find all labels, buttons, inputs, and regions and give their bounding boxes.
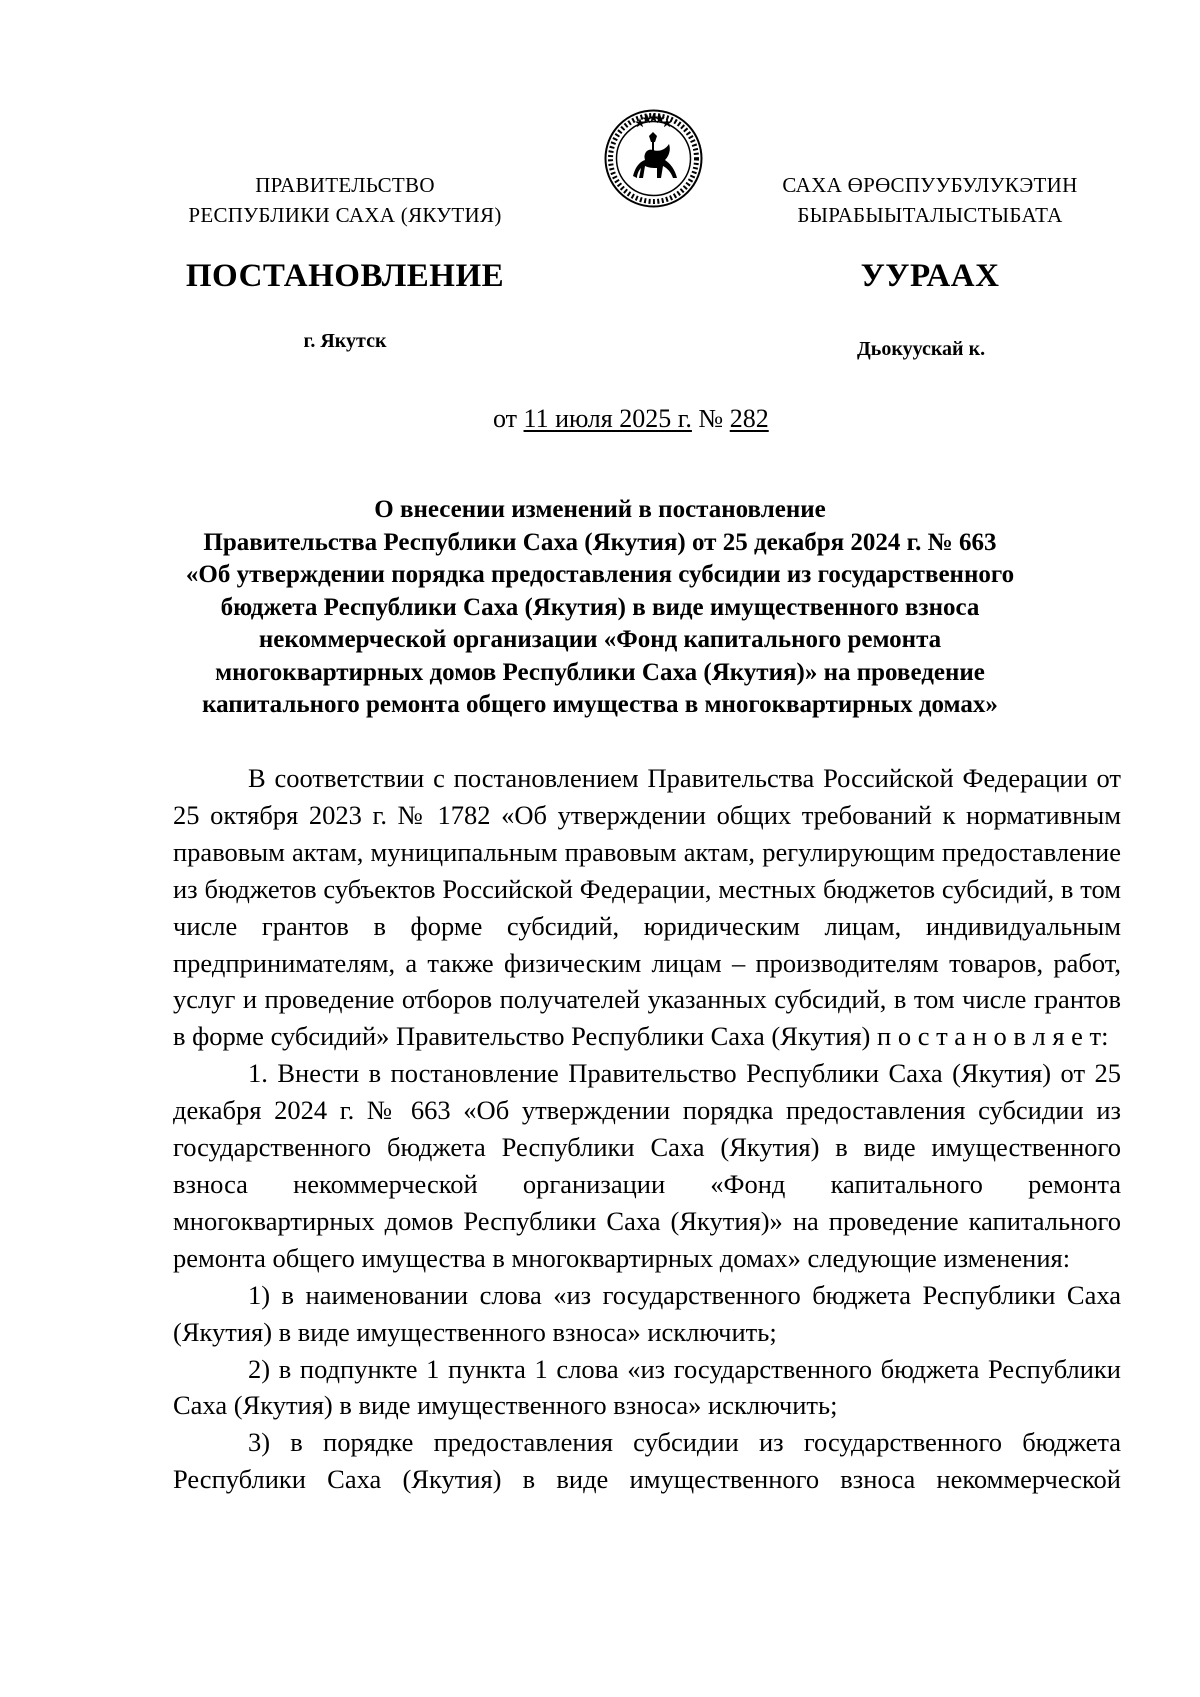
item-1-paragraph: 1. Внести в постановление Правительство Республики Саха (Якутия) от 25 декабря 2024 г. № 663 «Об утверждении порядка предоставления субсидии из государственного бюджета Республики Саха (Якутия) в виде имущественного взноса некоммерческой организации «Фонд капитального ремонта многоквартирных домов Республики Саха (Якутия)» на проведение капитального ремонта общего имущества в многоквартирных домах» следующие изменения:: [173, 1058, 1121, 1273]
doc-type-sah: УУРААХ: [860, 258, 1000, 294]
document-date: 11 июля 2025 г.: [523, 404, 692, 433]
title-line: Правительства Республики Саха (Якутия) от 25 декабря 2024 г. № 663: [203, 528, 997, 556]
document-body: [173, 760, 1121, 1498]
title-line: О внесении изменений в постановление: [374, 496, 826, 523]
org-name-sah: [740, 170, 1120, 230]
coat-of-arms-emblem: [603, 108, 704, 209]
subitem-3-paragraph: 3) в порядке предоставления субсидии из государственного бюджета Республики Саха (Якутия) в виде имущественного взноса некоммерческой: [173, 1427, 1121, 1495]
preamble-paragraph: В соответствии с постановлением Правительства Российской Федерации от 25 октября 2023 г. № 1782 «Об утверждении общих требований к нормативным правовым актам, муниципальным правовым актам, регулирующим предоставление из бюджетов субъектов Российской Федерации, местных бюджетов субсидий, в том числе грантов в форме субсидий, юридическим лицам, индивидуальным предпринимателям, а также физическим лицам – производителям товаров, работ, услуг и проведение отборов получателей указанных субсидий, в том числе грантов в форме субсидий» Правительство Республики Саха (Якутия) п о с т а н о в л я е т:: [173, 763, 1121, 1052]
city-sah: Дьокуускай к.: [857, 338, 986, 360]
date-line: [493, 404, 769, 434]
org-name-sah-line1: САХА ӨРӨСПУУБУЛУКЭТИН: [782, 173, 1078, 197]
title-line: бюджета Республики Саха (Якутия) в виде имущественного взноса: [220, 593, 980, 621]
document-title: [160, 494, 1040, 722]
org-name-ru-line1: ПРАВИТЕЛЬСТВО: [255, 173, 435, 197]
city-ru: г. Якутск: [303, 330, 387, 352]
org-name-sah-line2: БЫРАБЫЫТАЛЫСТЫБАТА: [797, 203, 1063, 227]
subitem-2-paragraph: 2) в подпункте 1 пункта 1 слова «из государственного бюджета Республики Саха (Якутия) в виде имущественного взноса» исключить;: [173, 1353, 1121, 1421]
date-prefix: от: [493, 404, 518, 433]
org-name-ru-line2: РЕСПУБЛИКИ САХА (ЯКУТИЯ): [188, 203, 502, 227]
title-line: «Об утверждении порядка предоставления субсидии из государственного: [185, 561, 1015, 588]
subitem-1-paragraph: 1) в наименовании слова «из государственного бюджета Республики Саха (Якутия) в виде имущественного взноса» исключить;: [173, 1279, 1121, 1347]
doc-type-ru: ПОСТАНОВЛЕНИЕ: [185, 258, 505, 294]
org-name-ru: [150, 170, 540, 230]
title-line: многоквартирных домов Республики Саха (Якутия)» на проведение: [215, 658, 985, 686]
title-line: некоммерческой организации «Фонд капитального ремонта: [258, 626, 942, 653]
title-line: капитального ремонта общего имущества в многоквартирных домах»: [202, 691, 998, 718]
document-number: 282: [729, 404, 769, 433]
coat-of-arms-yakutia-icon: [603, 108, 704, 209]
number-sign: №: [698, 404, 724, 433]
